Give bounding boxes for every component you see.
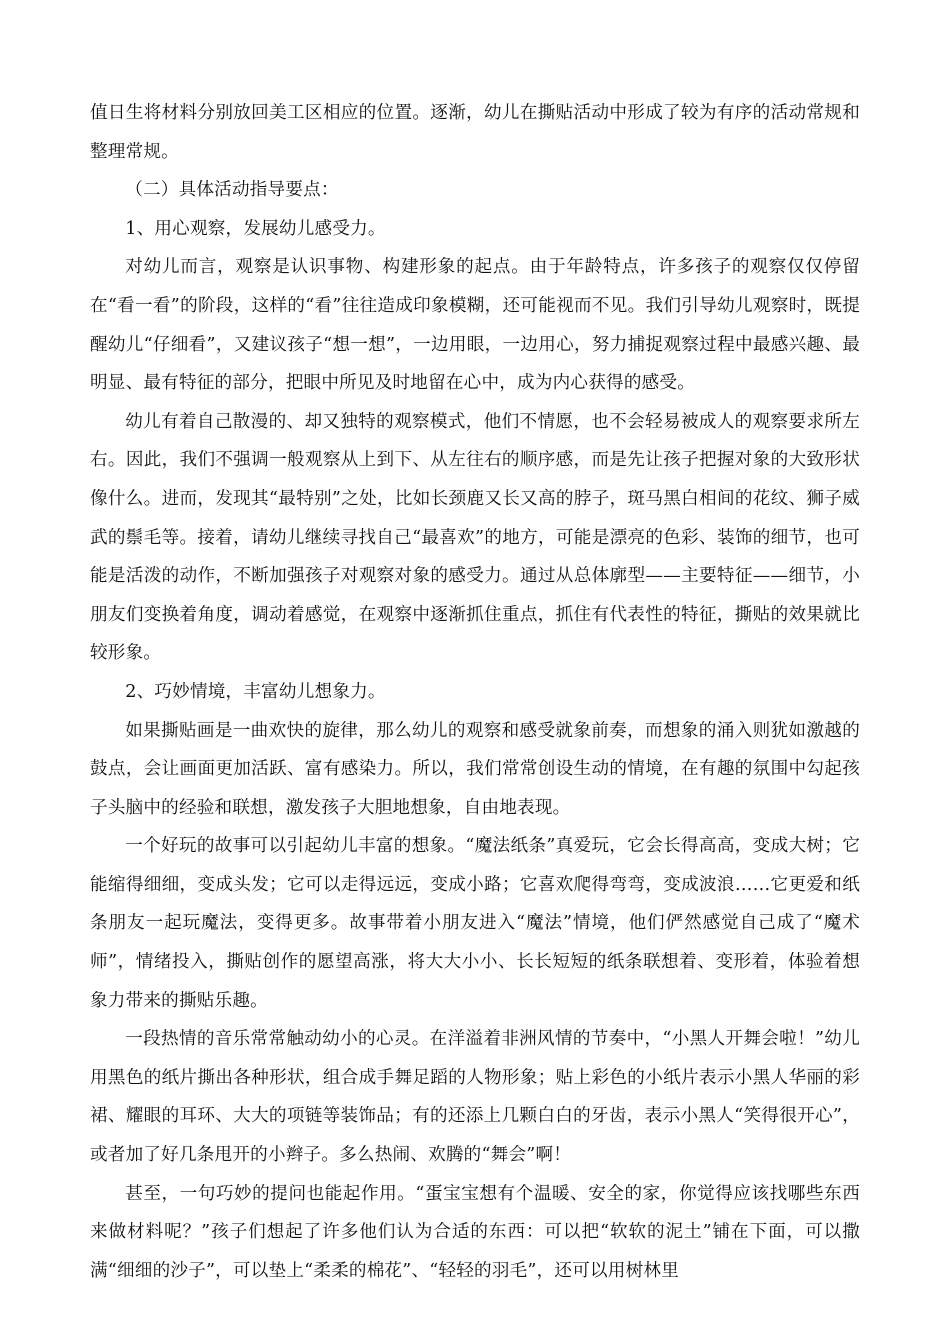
paragraph-3: 幼儿有着自己散漫的、却又独特的观察模式，他们不情愿，也不会轻易被成人的观察要求所左右。因此，我们不强调一般观察从上到下、从左往右的顺序感，而是先让孩子把握对象的大致形状像什么。进而，发现其“最特别”之处，比如长颈鹿又长又高的脖子，斑马黑白相间的花纹、狮子威武的鬃毛等。接着，请幼儿继续寻找自己“最喜欢”的地方，可能是漂亮的色彩、装饰的细节，也可能是活泼的动作，不断加强孩子对观察对象的感受力。通过从总体廓型——主要特征——细节，小朋友们变换着角度，调动着感觉，在观察中逐渐抓住重点，抓住有代表性的特征，撕贴的效果就比较形象。 <box>90 411 860 664</box>
paragraph-5: 一个好玩的故事可以引起幼儿丰富的想象。“魔法纸条”真爱玩，它会长得高高，变成大树；它能缩得细细，变成头发；它可以走得远远，变成小路；它喜欢爬得弯弯，变成波浪……它更爱和纸条朋友一起玩魔法，变得更多。故事带着小朋友进入“魔法”情境，他们俨然感觉自己成了“魔术师”，情绪投入，撕贴创作的愿望高涨，将大大小小、长长短短的纸条联想着、变形着，体验着想象力带来的撕贴乐趣。 <box>90 836 860 1011</box>
paragraph-2: 对幼儿而言，观察是认识事物、构建形象的起点。由于年龄特点，许多孩子的观察仅仅停留在“看一看”的阶段，这样的“看”往往造成印象模糊，还可能视而不见。我们引导幼儿观察时，既提醒幼儿“仔细看”，又建议孩子“想一想”，一边用眼，一边用心，努力捕捉观察过程中最感兴趣、最明显、最有特征的部分，把眼中所见及时地留在心中，成为内心获得的感受。 <box>90 257 860 394</box>
subheading-observation: 1、用心观察，发展幼儿感受力。 <box>125 218 386 239</box>
paragraph-7: 甚至，一句巧妙的提问也能起作用。“蛋宝宝想有个温暖、安全的家，你觉得应该找哪些东西来做材料呢？”孩子们想起了许多他们认为合适的东西：可以把“软软的泥土”铺在下面，可以撒满“细细的沙子”，可以垫上“柔柔的棉花”、“轻轻的羽毛”，还可以用树林里 <box>90 1183 860 1281</box>
subheading-imagination: 2、巧妙情境，丰富幼儿想象力。 <box>125 681 386 702</box>
paragraph-1: 值日生将材料分别放回美工区相应的位置。逐渐，幼儿在撕贴活动中形成了较为有序的活动常规和整理常规。 <box>90 103 860 162</box>
paragraph-4: 如果撕贴画是一曲欢快的旋律，那么幼儿的观察和感受就象前奏，而想象的涌入则犹如激越的鼓点，会让画面更加活跃、富有感染力。所以，我们常常创设生动的情境，在有趣的氛围中勾起孩子头脑中的经验和联想，激发孩子大胆地想象，自由地表现。 <box>90 720 860 818</box>
paragraph-6: 一段热情的音乐常常触动幼小的心灵。在洋溢着非洲风情的节奏中，“小黑人开舞会啦！”幼儿用黑色的纸片撕出各种形状，组合成手舞足蹈的人物形象；贴上彩色的小纸片表示小黑人华丽的彩裙、耀眼的耳环、大大的项链等装饰品；有的还添上几颗白白的牙齿，表示小黑人“笑得很开心”，或者加了好几条甩开的小辫子。多么热闹、欢腾的“舞会”啊！ <box>90 1029 860 1166</box>
document-body <box>90 94 860 1290</box>
section-heading-guidance: （二）具体活动指导要点： <box>125 180 339 201</box>
